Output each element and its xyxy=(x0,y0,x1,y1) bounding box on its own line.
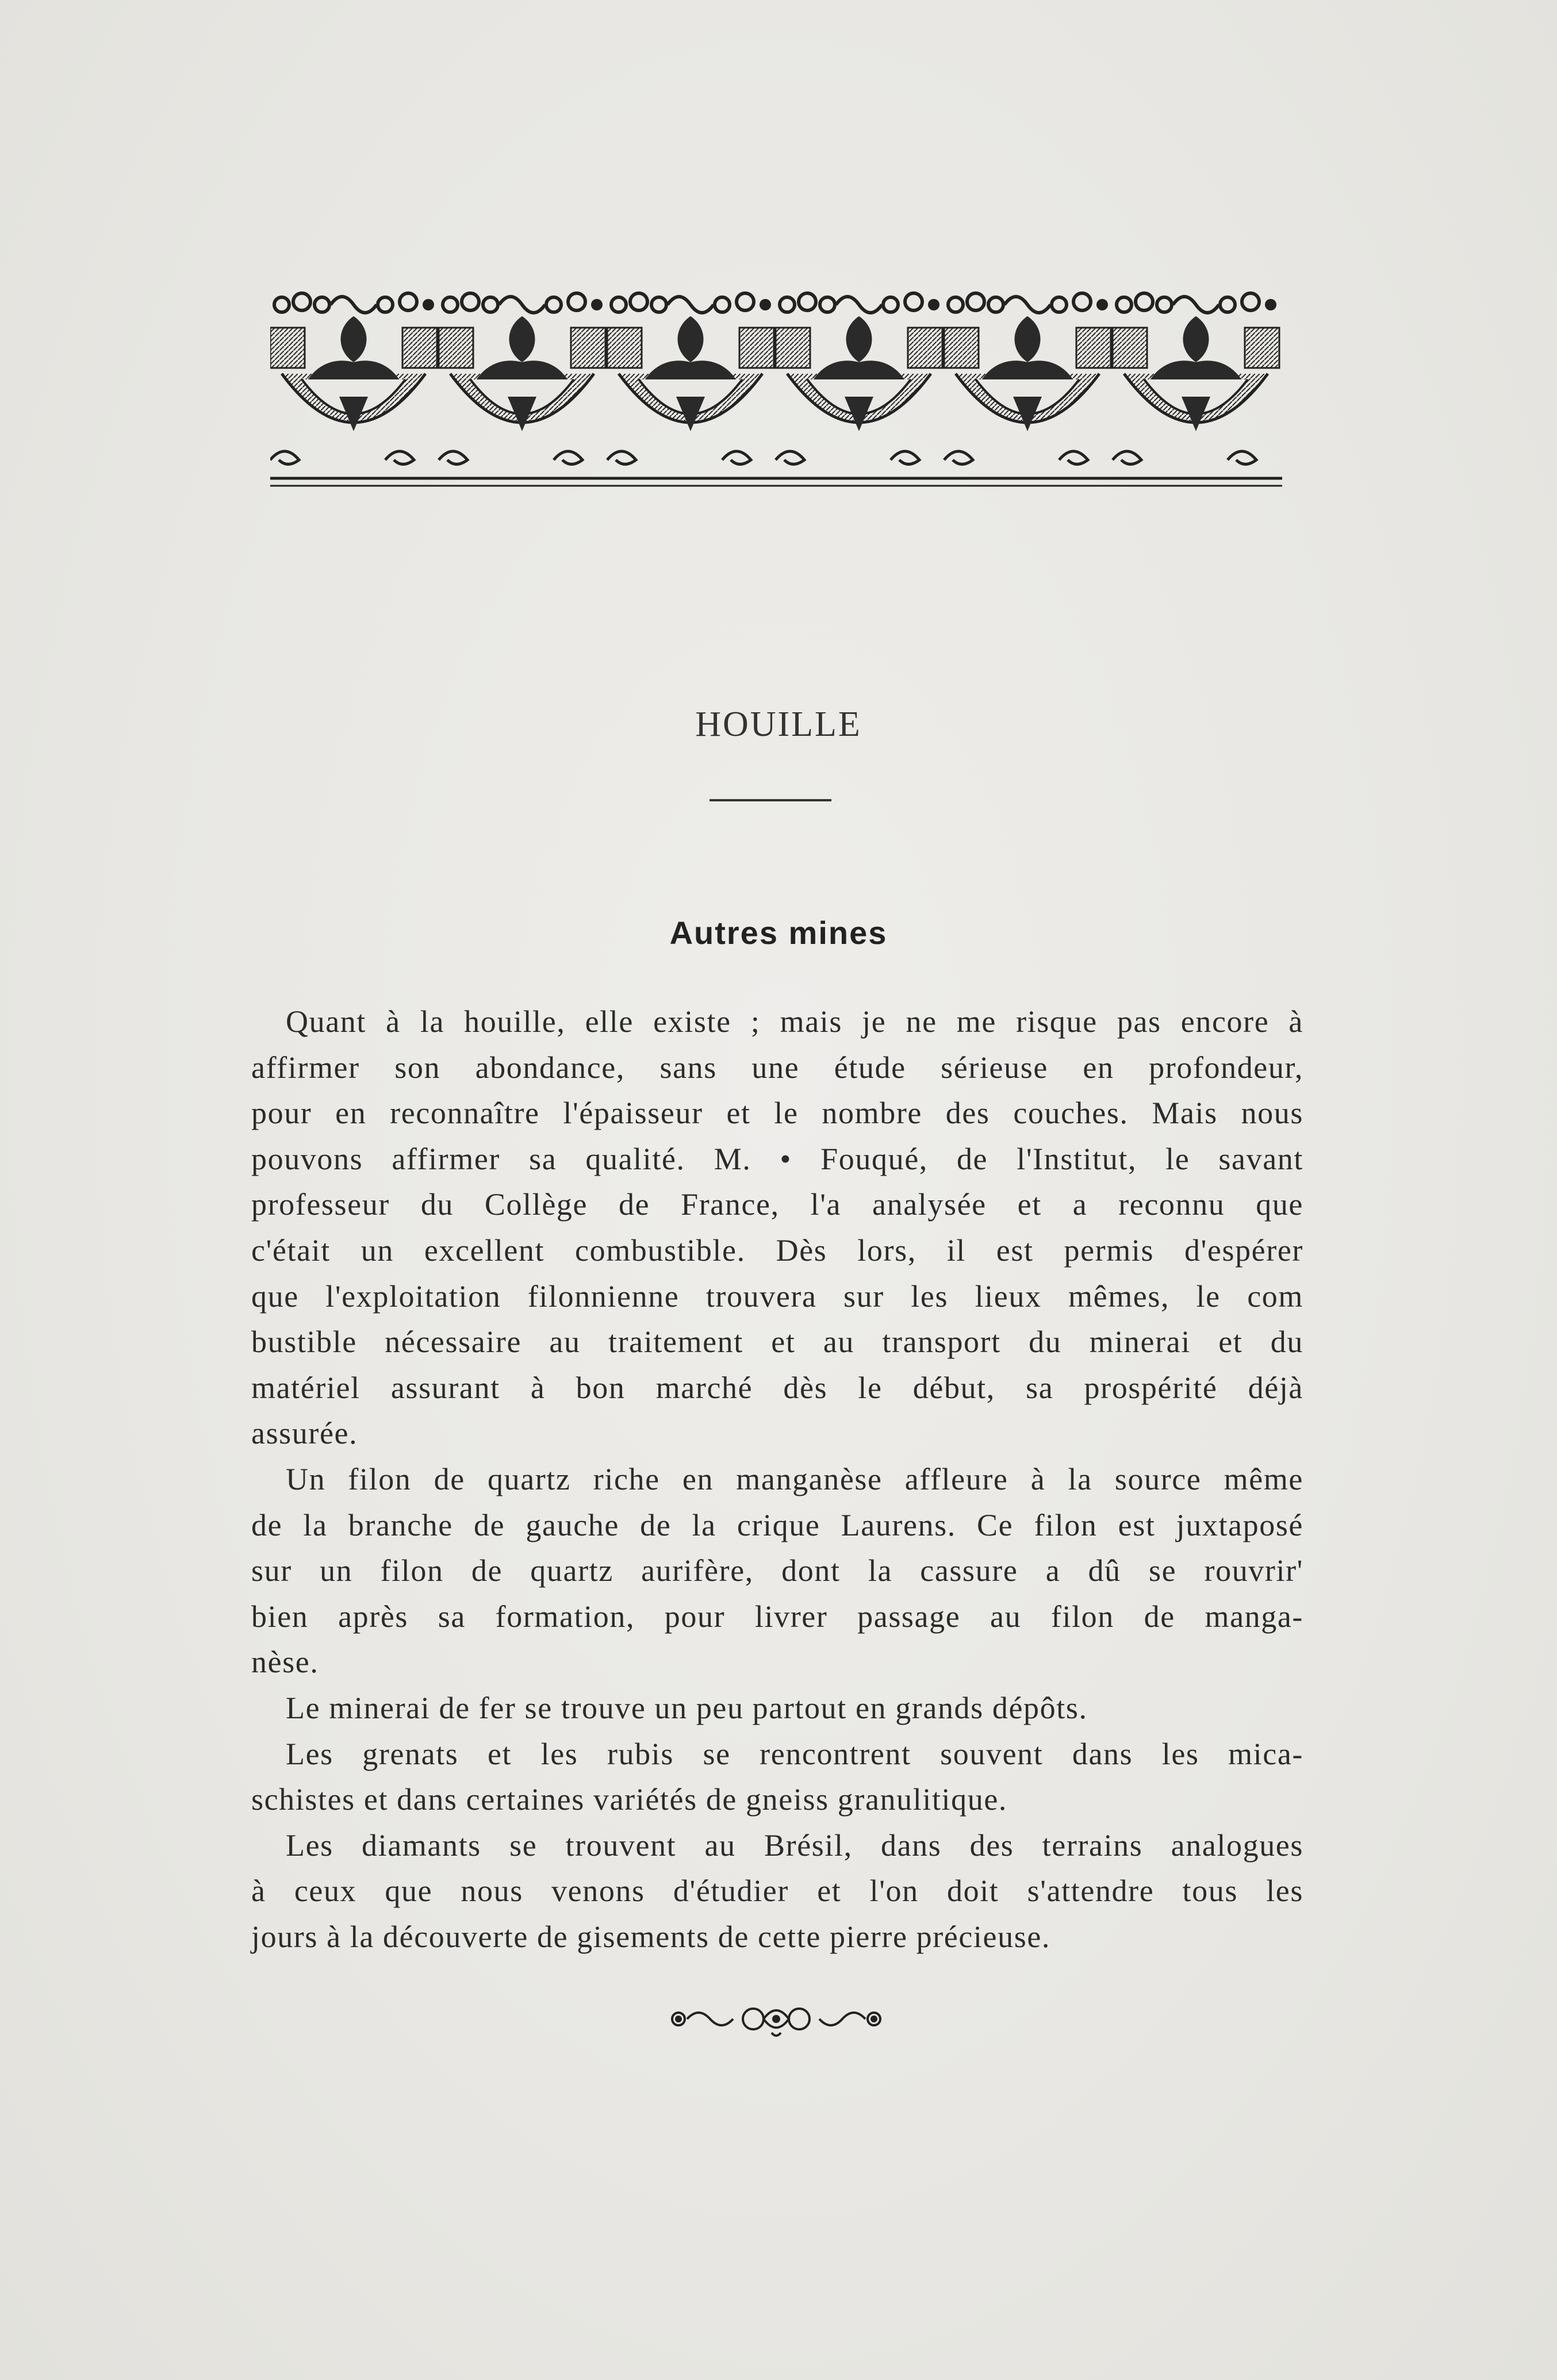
paragraph xyxy=(251,999,1303,1457)
text-line: professeur du Collège de France, l'a analysée et a reconnu que xyxy=(251,1187,1303,1222)
paragraph xyxy=(251,1732,1303,1823)
text-line: schistes et dans certaines variétés de gneiss granulitique. xyxy=(251,1782,1008,1817)
text-line: Le minerai de fer se trouve un peu partout en grands dépôts. xyxy=(286,1690,1088,1725)
tailpiece-ornament-icon xyxy=(667,2001,885,2041)
chapter-title: HOUILLE xyxy=(695,705,862,744)
headpiece-ornament-icon xyxy=(270,282,1282,500)
text-line: Un filon de quartz riche en manganèse affleure à la source même xyxy=(286,1461,1303,1496)
text-line: à ceux que nous venons d'étudier et l'on doit s'attendre tous les xyxy=(251,1874,1303,1909)
text-line: sur un filon de quartz aurifère, dont la cassure a dû se rouvrir' xyxy=(251,1553,1303,1588)
section-subtitle: Autres mines xyxy=(669,915,888,951)
paragraph xyxy=(251,1686,1303,1732)
text-line: affirmer son abondance, sans une étude sérieuse en profondeur, xyxy=(251,1050,1303,1085)
body-text xyxy=(251,999,1303,1960)
text-line: jours à la découverte de gisements de cette pierre précieuse. xyxy=(251,1919,1050,1954)
text-line: de la branche de gauche de la crique Laurens. Ce filon est juxtaposé xyxy=(251,1507,1303,1542)
paragraph xyxy=(251,1457,1303,1686)
text-line: pouvons affirmer sa qualité. M. • Fouqué, de l'Institut, le savant xyxy=(251,1141,1303,1176)
text-line: c'était un excellent combustible. Dès lors, il est permis d'espérer xyxy=(251,1233,1303,1268)
text-line: Les diamants se trouvent au Brésil, dans des terrains analogues xyxy=(286,1828,1303,1863)
text-line: Quant à la houille, elle existe ; mais je ne me risque pas encore à xyxy=(286,1004,1303,1039)
paragraph xyxy=(251,1823,1303,1960)
text-line: matériel assurant à bon marché dès le début, sa prospérité déjà xyxy=(251,1370,1303,1405)
text-line: assurée. xyxy=(251,1416,358,1451)
text-line: nèse. xyxy=(251,1645,319,1680)
text-line: pour en reconnaître l'épaisseur et le nombre des couches. Mais nous xyxy=(251,1096,1303,1131)
text-line: bustible nécessaire au traitement et au transport du minerai et du xyxy=(251,1325,1303,1360)
text-line: Les grenats et les rubis se rencontrent souvent dans les mica- xyxy=(286,1736,1303,1771)
text-line: que l'exploitation filonnienne trouvera sur les lieux mêmes, le com xyxy=(251,1279,1303,1314)
title-divider xyxy=(710,799,831,801)
text-line: bien après sa formation, pour livrer passage au filon de manga- xyxy=(251,1599,1303,1634)
